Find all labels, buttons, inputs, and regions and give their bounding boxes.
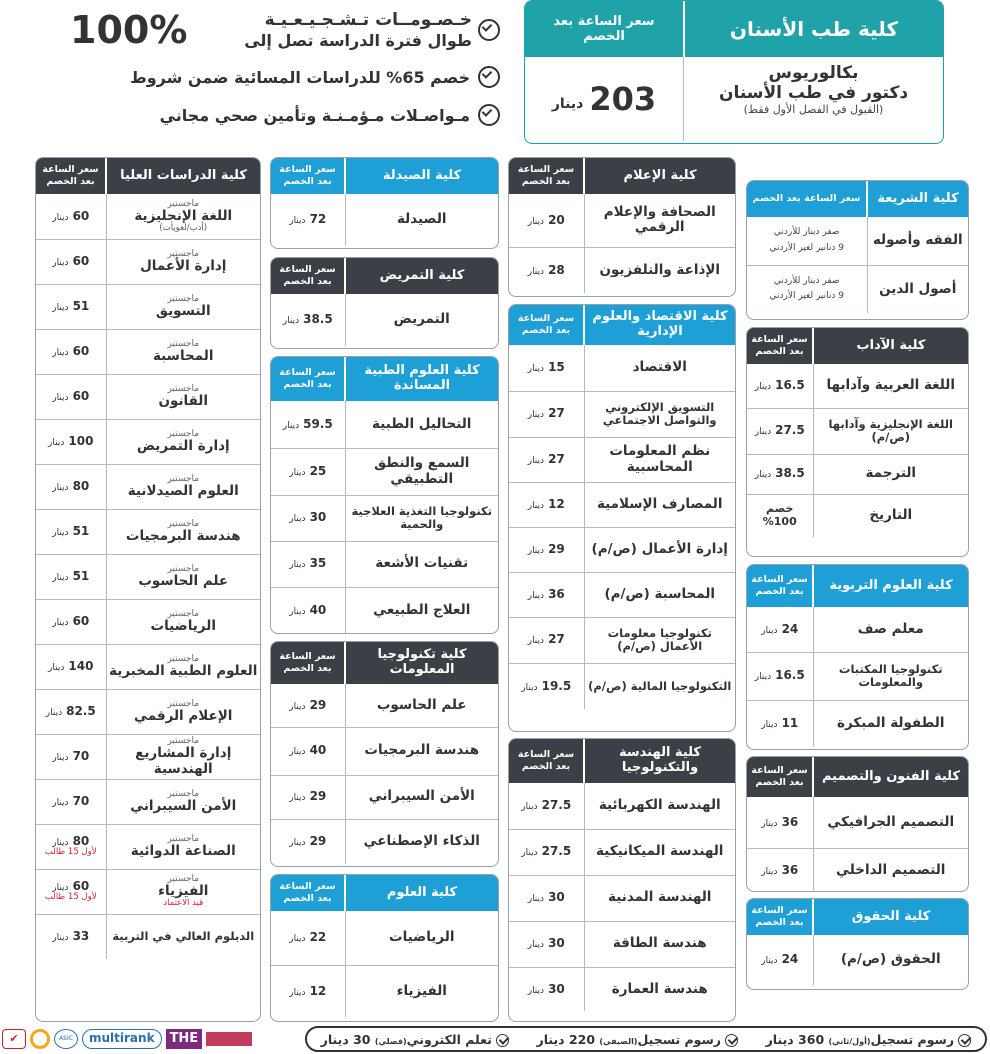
program-name: الدبلوم العالي في التربية: [106, 914, 260, 959]
asic-logo-icon: ASIC: [54, 1029, 78, 1049]
price-cell: 80 دينار: [36, 464, 106, 509]
program-row: [271, 775, 498, 819]
college-name: كلية الحقوق: [813, 899, 968, 935]
price-cell: 35 دينار: [271, 541, 345, 587]
allied-college-block: [270, 356, 499, 634]
program-row: [36, 914, 260, 959]
program-row: [509, 482, 735, 527]
price-cell: 60 دينار: [36, 374, 106, 419]
program-row: [747, 408, 968, 454]
program-name: الهندسة الميكانيكية: [584, 829, 735, 875]
price-cell: 72 دينار: [271, 194, 345, 246]
price-cell: 33 دينار: [36, 914, 106, 959]
price-cell: 70 دينار: [36, 734, 106, 779]
program-name: ماجستير إدارة التمريض: [106, 419, 260, 464]
program-name: ماجستير القانون: [106, 374, 260, 419]
promo-line-1: [70, 4, 500, 56]
program-name: الهندسة المدنية: [584, 875, 735, 921]
price-cell: 27 دينار: [509, 391, 584, 437]
program-row: [747, 700, 968, 747]
price-cell: 59.5 دينار: [271, 401, 345, 448]
program-row: [747, 364, 968, 408]
program-row: [36, 374, 260, 419]
check-icon: [496, 1034, 509, 1047]
fee-registration: رسوم تسجيل(أول/ثاني) 360 دينار: [766, 1032, 972, 1047]
check-icon: [478, 104, 500, 126]
program-name: الفيزياء: [345, 965, 498, 1017]
program-name: ماجستير إدارة الأعمال: [106, 239, 260, 284]
program-row: [747, 935, 968, 985]
program-name: التمريض: [345, 294, 498, 346]
program-name: التاريخ: [813, 494, 968, 537]
promo-evening-discount: خصم 65% للدراسات المسائية ضمن شروط: [130, 67, 470, 87]
program-name: تقنيات الأشعة: [345, 541, 498, 587]
program-name: العلاج الطبيعي: [345, 587, 498, 633]
price-cell: 30 دينار: [509, 875, 584, 921]
fee-elearning: تعلم الكتروني(فصلي) 30 دينار: [321, 1032, 510, 1047]
program-name: ماجستير الصناعة الدوائية: [106, 824, 260, 869]
price-cell: 60 دينار: [36, 194, 106, 239]
fine-college-block: [746, 756, 969, 892]
price-cell: 36 دينار: [509, 572, 584, 617]
program-row: [509, 875, 735, 921]
promo-line-2: [130, 66, 500, 88]
check-icon: [478, 66, 500, 88]
college-name: كلية الدراسات العليا: [106, 158, 260, 194]
program-name: ماجستير الرياضيات: [106, 599, 260, 644]
price-cell: 60 دينار: [36, 329, 106, 374]
badge-icon: ✔: [2, 1029, 26, 1049]
price-cell: 80 دينار لأول 15 طالب: [36, 824, 106, 869]
price-header: سعر الساعة بعد الخصم: [509, 305, 584, 345]
fee-summer: رسوم تسجيل(الصيفي) 220 دينار: [537, 1032, 739, 1047]
price-header: سعر الساعة بعد الخصم: [747, 181, 867, 217]
footer-logos: [2, 1026, 297, 1052]
program-name: ماجستير علم الحاسوب: [106, 554, 260, 599]
program-row: [747, 217, 968, 265]
program-name: علم الحاسوب: [345, 684, 498, 727]
program-name: الطفولة المبكرة: [813, 700, 968, 747]
the-logo: THE: [166, 1029, 203, 1049]
price-header: سعر الساعة بعد الخصم: [747, 757, 813, 797]
it-college-block: [270, 641, 499, 867]
college-name: كلية العلوم الطبية المساندة: [345, 357, 498, 401]
program-name: الفقه وأصوله: [867, 217, 968, 265]
price-cell: 19.5 دينار: [509, 663, 584, 709]
college-name: كلية العلوم التربوية: [813, 565, 968, 607]
program-name: أصول الدين: [867, 265, 968, 313]
program-name: هندسة الطاقة: [584, 921, 735, 967]
price-header: سعر الساعة بعد الخصم: [271, 258, 345, 294]
program-row: [271, 965, 498, 1017]
program-name: الذكاء الإصطناعي: [345, 819, 498, 864]
program-name: الهندسة الكهربائية: [584, 783, 735, 829]
program-name: المحاسبة (ص/م): [584, 572, 735, 617]
program-row: [747, 848, 968, 892]
program-row: [747, 494, 968, 537]
program-name: الترجمة: [813, 454, 968, 494]
program-row: [271, 495, 498, 541]
price-cell: خصم 100%: [747, 494, 813, 537]
price-cell: 30 دينار: [271, 495, 345, 541]
price-cell: 40 دينار: [271, 587, 345, 633]
price-cell: 28 دينار: [509, 247, 584, 293]
program-row: [747, 454, 968, 494]
price-cell: 27 دينار: [509, 617, 584, 663]
program-name: التسويق الإلكتروني والتواصل الاجتماعي: [584, 391, 735, 437]
multirank-logo: multirank: [82, 1029, 162, 1049]
grad-college-block: [35, 157, 261, 1022]
program-name: الأمن السيبراني: [345, 775, 498, 819]
check-icon: [958, 1034, 971, 1047]
circle-logo-icon: [30, 1029, 50, 1049]
program-name: التصميم الداخلي: [813, 848, 968, 892]
nurs-college-block: [270, 257, 499, 349]
price-cell: 60 دينار: [36, 599, 106, 644]
promo-percent: 100%: [70, 8, 188, 52]
program-row: [509, 617, 735, 663]
program-row: [36, 644, 260, 689]
price-cell: 16.5 دينار: [747, 652, 813, 700]
price-cell: 27.5 دينار: [509, 783, 584, 829]
program-row: [36, 869, 260, 914]
program-row: [747, 265, 968, 313]
price-cell: 100 دينار: [36, 419, 106, 464]
program-row: [509, 437, 735, 482]
price-header: سعر الساعة بعد الخصم: [271, 875, 345, 911]
program-name: ماجستير العلوم الطبية المخبرية: [106, 644, 260, 689]
price-cell: 60 دينار لأول 15 طالب: [36, 869, 106, 914]
price-cell: صفر دينار للأردني 9 دنانير لغير الأردني: [769, 275, 845, 302]
program-name: الحقوق (ص/م): [813, 935, 968, 985]
arts-college-block: [746, 327, 969, 557]
price-cell: 25 دينار: [271, 448, 345, 495]
law-college-block: [746, 898, 969, 990]
econ-college-block: [508, 304, 736, 732]
program-row: [747, 652, 968, 700]
college-name: كلية التمريض: [345, 258, 498, 294]
program-row: [36, 464, 260, 509]
price-cell: 36 دينار: [747, 797, 813, 848]
program-row: [509, 783, 735, 829]
program-name: التكنولوجيا المالية (ص/م): [584, 663, 735, 709]
sharia-college-block: [746, 180, 969, 320]
price-cell: 24 دينار: [747, 607, 813, 652]
price-cell: 51 دينار: [36, 554, 106, 599]
program-name: ماجستير العلوم الصيدلانية: [106, 464, 260, 509]
price-header: سعر الساعة بعد الخصم: [271, 357, 345, 401]
dentistry-price-header: سعر الساعة بعد الخصم: [525, 1, 683, 57]
program-name: التصميم الجرافيكي: [813, 797, 968, 848]
price-cell: صفر دينار للأردني 9 دنانير لغير الأردني: [747, 217, 867, 265]
program-name: الإذاعة والتلفزيون: [584, 247, 735, 293]
dentistry-price: 203: [589, 80, 657, 118]
price-cell: 38.5 دينار: [271, 294, 345, 346]
program-name: الاقتصاد: [584, 345, 735, 391]
price-header: سعر الساعة بعد الخصم: [36, 158, 106, 194]
program-row: [36, 554, 260, 599]
program-row: [36, 239, 260, 284]
program-row: [509, 194, 735, 247]
price-cell: 15 دينار: [509, 345, 584, 391]
college-name: كلية الآداب: [813, 328, 968, 364]
program-row: [509, 967, 735, 1011]
price-cell: 29 دينار: [271, 819, 345, 864]
program-name: تكنولوجيا التغذية العلاجية والحمية: [345, 495, 498, 541]
price-cell: 29 دينار: [509, 527, 584, 572]
college-name: كلية الشريعة: [867, 181, 968, 217]
price-cell: 29 دينار: [271, 775, 345, 819]
edu-college-block: [746, 564, 969, 750]
program-name: ماجستير الأمن السيبراني: [106, 779, 260, 824]
program-name: ماجستير اللغة الإنجليزية (أدب/لغويات): [106, 194, 260, 239]
price-cell: 140 دينار: [36, 644, 106, 689]
program-row: [509, 829, 735, 875]
program-name: التحاليل الطبية: [345, 401, 498, 448]
price-cell: 60 دينار: [36, 239, 106, 284]
program-row: [747, 797, 968, 848]
price-header: سعر الساعة بعد الخصم: [271, 158, 345, 194]
price-cell: 24 دينار: [747, 935, 813, 985]
program-row: [509, 663, 735, 709]
college-name: كلية الإعلام: [584, 158, 735, 194]
program-name: ماجستير إدارة المشاريع الهندسية: [106, 734, 260, 779]
program-row: [36, 419, 260, 464]
program-name: ماجستير هندسة البرمجيات: [106, 509, 260, 554]
footer-fees: [305, 1026, 987, 1052]
price-cell: 27 دينار: [509, 437, 584, 482]
program-row: [271, 194, 498, 246]
price-cell: 12 دينار: [509, 482, 584, 527]
price-cell: 27.5 دينار: [747, 408, 813, 454]
media-college-block: [508, 157, 736, 297]
check-icon: [478, 19, 500, 41]
price-cell: 20 دينار: [509, 194, 584, 247]
program-row: [509, 527, 735, 572]
program-row: [509, 345, 735, 391]
college-name: كلية تكنولوجيا المعلومات: [345, 642, 498, 684]
program-row: [271, 819, 498, 864]
sci-college-block: [270, 874, 499, 1022]
price-cell: 16.5 دينار: [747, 364, 813, 408]
eng-college-block: [508, 738, 736, 1022]
program-row: [36, 194, 260, 239]
program-row: [271, 448, 498, 495]
program-row: [509, 921, 735, 967]
dentistry-title: كلية طب الأسنان: [683, 1, 943, 57]
price-header: سعر الساعة بعد الخصم: [509, 158, 584, 194]
program-name: الرياضيات: [345, 911, 498, 965]
program-name: اللغة العربية وآدابها: [813, 364, 968, 408]
the-logo-bar: [206, 1032, 252, 1046]
price-cell: 40 دينار: [271, 727, 345, 775]
program-row: [36, 509, 260, 554]
program-row: [271, 684, 498, 727]
program-row: [747, 607, 968, 652]
promo-title: خـصـومــات تـشـجـيـعـيـة: [264, 10, 472, 31]
pharm-college-block: [270, 157, 499, 249]
price-header: سعر الساعة بعد الخصم: [747, 899, 813, 935]
program-row: [509, 247, 735, 293]
program-name: هندسة العمارة: [584, 967, 735, 1011]
program-name: اللغة الإنجليزية وآدابها (ص/م): [813, 408, 968, 454]
program-name: معلم صف: [813, 607, 968, 652]
program-name: هندسة البرمجيات: [345, 727, 498, 775]
program-name: تكنولوجيا معلومات الأعمال (ص/م): [584, 617, 735, 663]
price-header: سعر الساعة بعد الخصم: [747, 565, 813, 607]
college-name: كلية الصيدلة: [345, 158, 498, 194]
price-cell: 30 دينار: [509, 921, 584, 967]
price-cell: 11 دينار: [747, 700, 813, 747]
program-row: [36, 689, 260, 734]
program-row: [36, 329, 260, 374]
program-row: [509, 391, 735, 437]
price-cell: 22 دينار: [271, 911, 345, 965]
price-cell: 36 دينار: [747, 848, 813, 892]
program-name: ماجستير الإعلام الرقمي: [106, 689, 260, 734]
promo-transport: مـواصـلات مـؤمـنـة وتأمين صحي مجاني: [159, 105, 470, 125]
price-cell: 51 دينار: [36, 284, 106, 329]
program-row: [36, 284, 260, 329]
program-row: [271, 541, 498, 587]
program-row: [271, 587, 498, 633]
college-name: كلية الفنون والتصميم: [813, 757, 968, 797]
program-name: إدارة الأعمال (ص/م): [584, 527, 735, 572]
program-row: [271, 294, 498, 346]
price-cell: 70 دينار: [36, 779, 106, 824]
program-name: الصيدلة: [345, 194, 498, 246]
dentistry-price-unit: دينار: [551, 96, 584, 112]
price-cell: 82.5 دينار: [36, 689, 106, 734]
college-name: كلية العلوم: [345, 875, 498, 911]
program-row: [271, 911, 498, 965]
program-row: [36, 779, 260, 824]
dentistry-block: [524, 0, 944, 144]
program-name: ماجستير الفيزياء قيد الاعتماد: [106, 869, 260, 914]
price-cell: 30 دينار: [509, 967, 584, 1011]
promo-subtitle: طوال فترة الدراسة تصل إلى: [244, 30, 472, 50]
dentistry-program: دكتور في طب الأسنان: [718, 83, 909, 103]
program-name: نظم المعلومات المحاسبية: [584, 437, 735, 482]
program-name: ماجستير التسويق: [106, 284, 260, 329]
price-cell: 12 دينار: [271, 965, 345, 1017]
price-cell: 27.5 دينار: [509, 829, 584, 875]
price-header: سعر الساعة بعد الخصم: [747, 328, 813, 364]
college-name: كلية الهندسة والتكنولوجيا: [584, 739, 735, 783]
program-row: [36, 599, 260, 644]
college-name: كلية الاقتصاد والعلوم الإدارية: [584, 305, 735, 345]
program-row: [271, 401, 498, 448]
price-cell: 38.5 دينار: [747, 454, 813, 494]
price-cell: 51 دينار: [36, 509, 106, 554]
price-header: سعر الساعة بعد الخصم: [271, 642, 345, 684]
dentistry-note: (القبول في الفصل الأول فقط): [743, 103, 884, 116]
program-row: [271, 727, 498, 775]
program-name: السمع والنطق التطبيقي: [345, 448, 498, 495]
check-icon: [725, 1034, 738, 1047]
program-row: [36, 734, 260, 779]
promo-line-3: [160, 104, 500, 126]
program-name: تكنولوجيا المكتبات والمعلومات: [813, 652, 968, 700]
program-name: ماجستير المحاسبة: [106, 329, 260, 374]
price-header: سعر الساعة بعد الخصم: [509, 739, 584, 783]
program-name: الصحافة والإعلام الرقمي: [584, 194, 735, 247]
price-cell: 29 دينار: [271, 684, 345, 727]
program-row: [36, 824, 260, 869]
program-name: المصارف الإسلامية: [584, 482, 735, 527]
dentistry-degree: بكالوريوس: [768, 63, 859, 83]
program-row: [509, 572, 735, 617]
